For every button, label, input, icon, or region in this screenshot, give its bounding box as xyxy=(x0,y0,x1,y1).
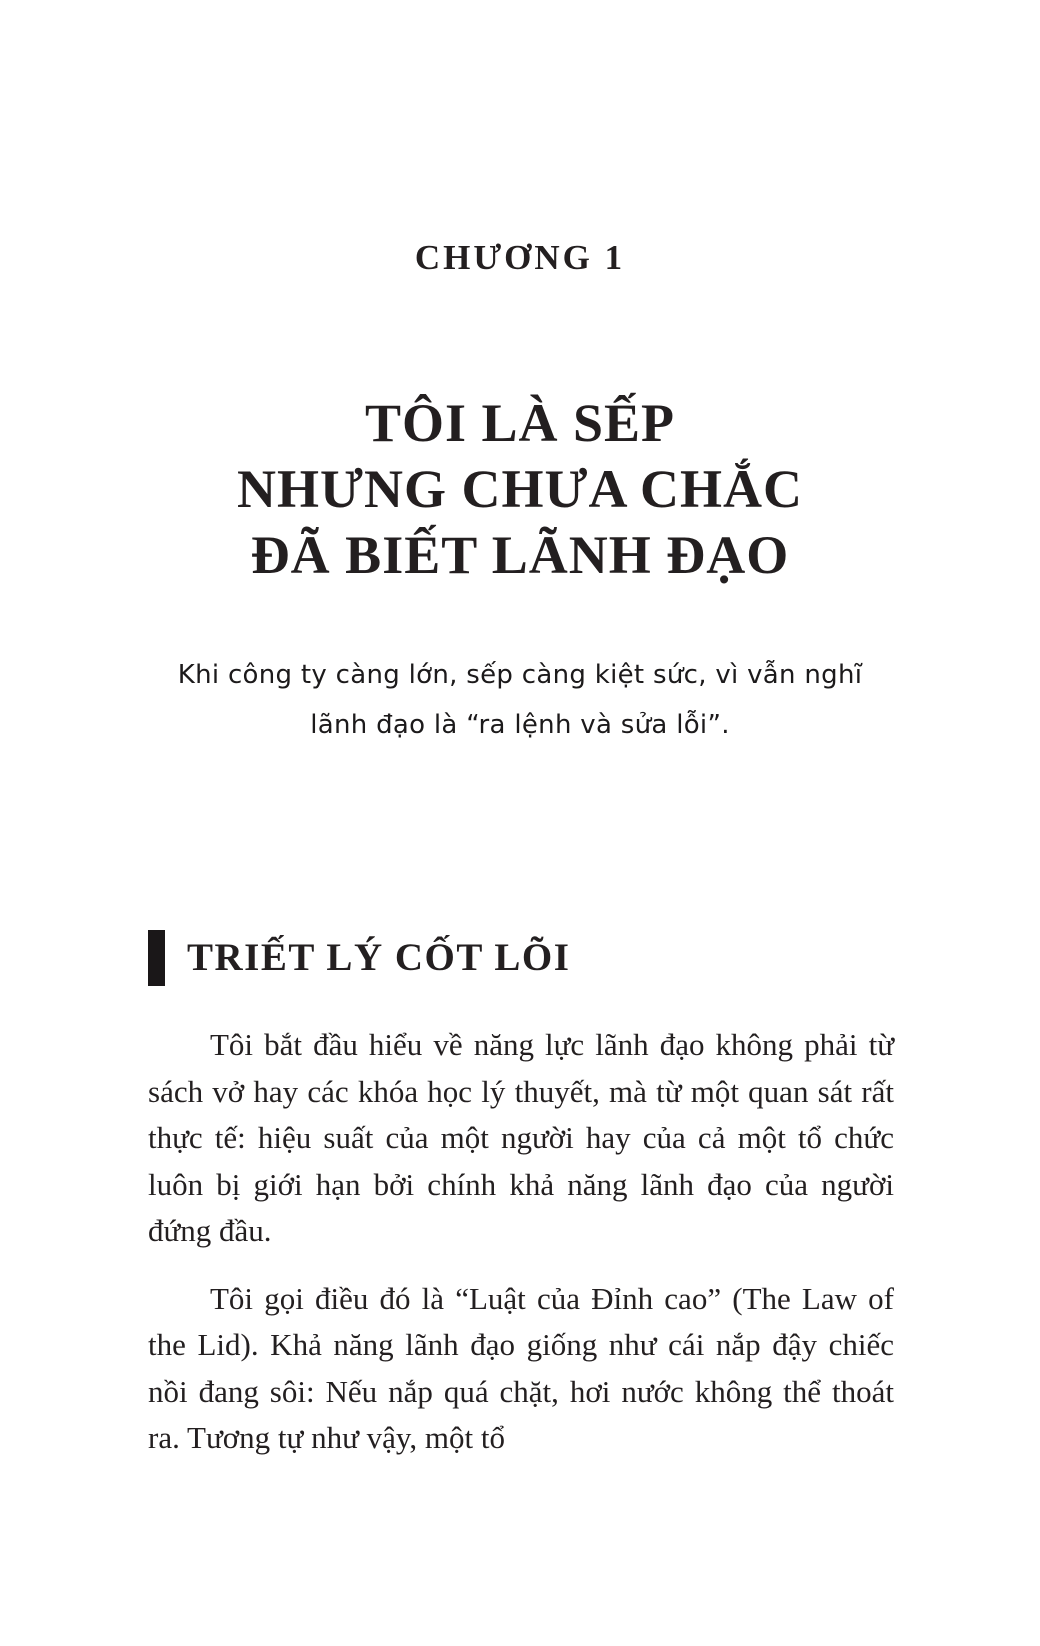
chapter-title-line-2: NHƯNG CHƯA CHẮC xyxy=(237,459,803,519)
epigraph xyxy=(0,650,1040,750)
section-marker-bar xyxy=(148,930,165,986)
chapter-title-line-3: ĐÃ BIẾT LÃNH ĐẠO xyxy=(250,525,790,585)
paragraph: Tôi bắt đầu hiểu về năng lực lãnh đạo không phải từ sách vở hay các khóa học lý thuyết, mà từ một quan sát rất thực tế: hiệu suất của một người hay của cả một tổ chức luôn bị giới hạn bởi chính khả năng lãnh đạo của người đứng đầu. xyxy=(148,1027,894,1248)
body-text xyxy=(148,1022,894,1483)
section-heading-label: TRIẾT LÝ CỐT LÕI xyxy=(187,936,571,979)
chapter-title-line-1: TÔI LÀ SẾP xyxy=(364,393,676,453)
epigraph-line-1: Khi công ty càng lớn, sếp càng kiệt sức, vì vẫn nghĩ xyxy=(177,660,863,690)
paragraph: Tôi gọi điều đó là “Luật của Đỉnh cao” (The Law of the Lid). Khả năng lãnh đạo giống như cái nắp đậy chiếc nồi đang sôi: Nếu nắp quá chặt, hơi nước không thể thoát ra. Tương tự như vậy, một tổ xyxy=(148,1280,894,1455)
chapter-label: CHƯƠNG 1 xyxy=(414,238,626,277)
chapter-title xyxy=(0,390,1040,588)
section-heading xyxy=(148,930,570,986)
epigraph-line-2: lãnh đạo là “ra lệnh và sửa lỗi”. xyxy=(310,710,730,740)
